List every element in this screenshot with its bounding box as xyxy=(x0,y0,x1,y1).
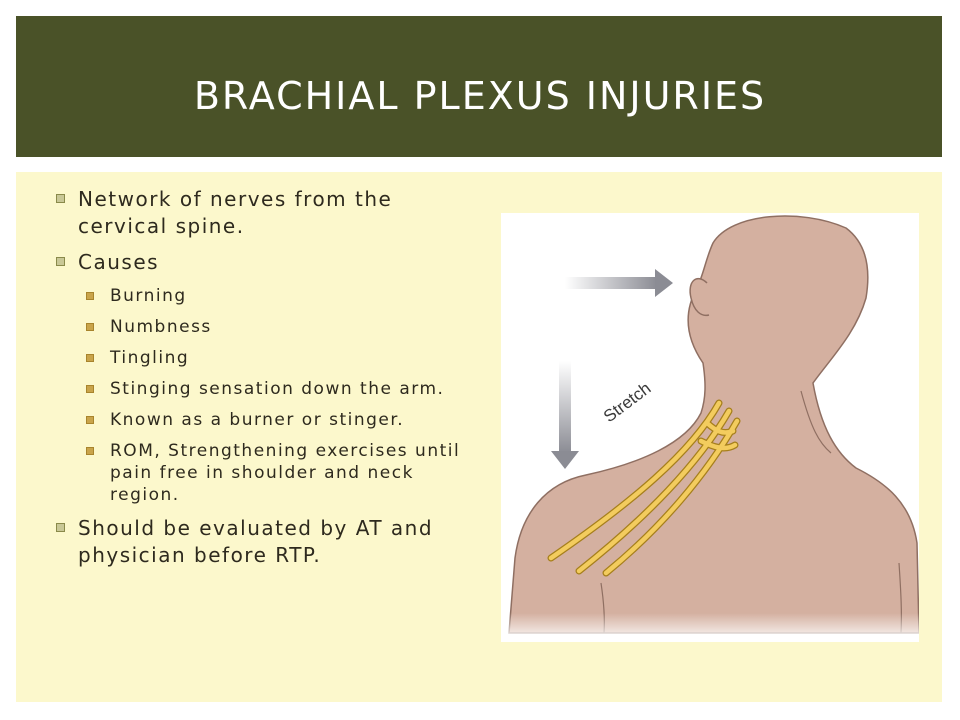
sub-bullet-text: Tingling xyxy=(110,348,190,368)
bullet-text: Causes xyxy=(78,250,160,274)
square-bullet-icon xyxy=(86,354,94,362)
square-bullet-icon xyxy=(86,447,94,455)
sub-bullet-item xyxy=(86,409,466,431)
square-bullet-icon xyxy=(86,323,94,331)
sub-bullet-text: Burning xyxy=(110,286,187,306)
sub-bullet-item xyxy=(86,285,466,307)
sub-bullet-text: Numbness xyxy=(110,317,212,337)
square-bullet-icon xyxy=(86,292,94,300)
illustration-svg xyxy=(501,213,919,642)
bullet-item xyxy=(56,186,466,240)
sub-bullet-item xyxy=(86,378,466,400)
sub-bullet-text: Known as a burner or stinger. xyxy=(110,410,405,430)
square-bullet-icon xyxy=(56,257,65,266)
square-bullet-icon xyxy=(56,194,65,203)
sub-bullet-text: ROM, Strengthening exercises until pain free in shoulder and neck region. xyxy=(110,441,461,505)
sub-bullet-item xyxy=(86,347,466,369)
sub-bullet-text: Stinging sensation down the arm. xyxy=(110,379,445,399)
stretch-label: Stretch xyxy=(599,378,655,427)
bullet-text: Should be evaluated by AT and physician before RTP. xyxy=(78,516,434,567)
sub-bullet-item xyxy=(86,316,466,338)
slide-title: BRACHIAL PLEXUS INJURIES xyxy=(193,74,767,118)
bullet-item xyxy=(56,515,466,569)
vertical-arrow-icon xyxy=(551,361,579,469)
bullet-text: Network of nerves from the cervical spine. xyxy=(78,187,393,238)
sub-bullet-item xyxy=(86,440,466,506)
square-bullet-icon xyxy=(86,416,94,424)
brachial-plexus-illustration xyxy=(501,213,919,642)
horizontal-arrow-icon xyxy=(565,269,673,297)
square-bullet-icon xyxy=(86,385,94,393)
square-bullet-icon xyxy=(56,523,65,532)
bullet-list xyxy=(56,186,466,578)
bullet-item xyxy=(56,249,466,276)
bottom-fade xyxy=(501,613,919,642)
